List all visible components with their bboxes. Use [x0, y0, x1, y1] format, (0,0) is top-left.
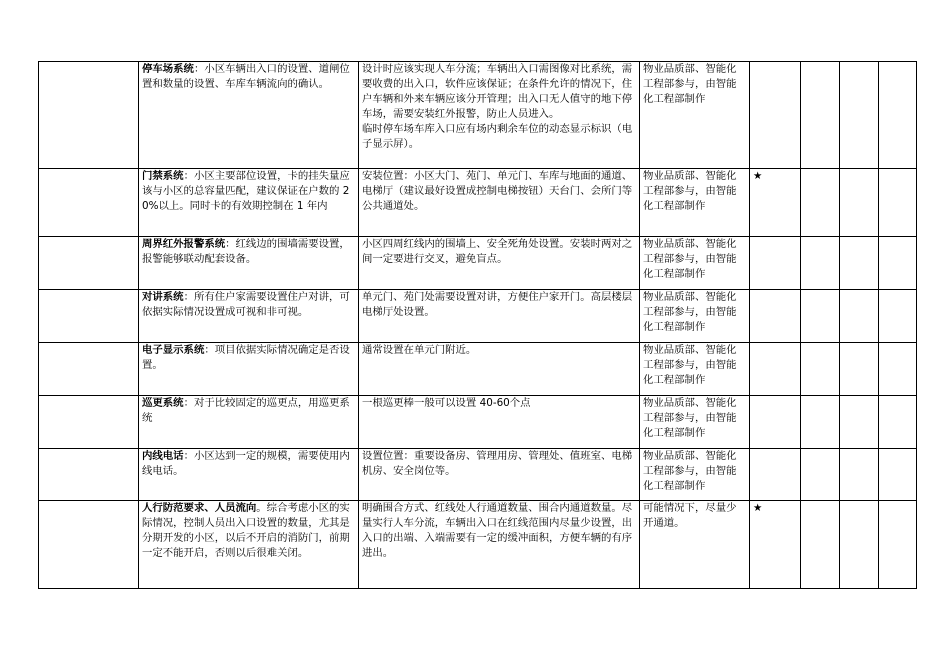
- table-row: [39, 396, 917, 449]
- star-mark-icon: ★: [750, 169, 801, 237]
- system-description: ：项目依据实际情况确定是否设置。: [142, 344, 350, 371]
- mark-cell: [750, 62, 801, 169]
- system-description: ：小区主要部位设置，卡的挂失量应该与小区的总容量匹配，建议保证在户数的 20%以上。同时卡的有效期控制在 1 年内: [142, 170, 350, 212]
- system-name: 巡更系统: [142, 397, 184, 409]
- requirement-text: 安装位置：小区大门、苑门、单元门、车库与地面的通道、电梯厅（建议最好设置成控制电梯按钮）天台门、会所门等公共通道处。: [362, 170, 633, 212]
- system-cell: [139, 501, 359, 589]
- mark-cell: [750, 290, 801, 343]
- empty-cell: [840, 290, 879, 343]
- system-cell: [139, 62, 359, 169]
- empty-cell: [801, 501, 840, 589]
- requirement-text: 通常设置在单元门附近。: [362, 344, 477, 356]
- system-cell: [139, 449, 359, 501]
- requirement-text: 临时停车场车库入口应有场内剩余车位的动态显示标识（电子显示屏）。: [362, 123, 633, 150]
- empty-cell: [879, 290, 917, 343]
- empty-cell: [840, 449, 879, 501]
- empty-cell: [840, 396, 879, 449]
- requirement-cell: [359, 396, 640, 449]
- system-cell: [139, 343, 359, 396]
- requirement-cell: [359, 449, 640, 501]
- department-cell: 物业品质部、智能化工程部参与，由智能化工程部制作: [640, 343, 750, 396]
- system-description: ：所有住户家需要设置住户对讲，可依据实际情况设置成可视和非可视。: [142, 291, 350, 318]
- requirement-cell: [359, 343, 640, 396]
- mark-cell: [750, 343, 801, 396]
- requirement-text: 明确围合方式、红线处人行通道数量、围合内通道数量。尽量实行人车分流，车辆出入口在红线范围内尽量少设置，出入口的出端、入端需要有一定的缓冲面积，方便车辆的有序进出。: [362, 502, 633, 559]
- system-cell: [139, 237, 359, 290]
- system-name: 对讲系统: [142, 291, 184, 303]
- system-name: 停车场系统: [142, 63, 194, 75]
- requirement-text: 设置位置：重要设备房、管理用房、管理处、值班室、电梯机房、安全岗位等。: [362, 450, 633, 477]
- blank-cell: [39, 62, 139, 169]
- star-mark-icon: ★: [750, 501, 801, 589]
- mark-cell: [750, 449, 801, 501]
- table-row: [39, 449, 917, 501]
- empty-cell: [801, 169, 840, 237]
- system-name: 周界红外报警系统: [142, 238, 226, 250]
- blank-cell: [39, 290, 139, 343]
- department-cell: 物业品质部、智能化工程部参与，由智能化工程部制作: [640, 290, 750, 343]
- department-cell: 物业品质部、智能化工程部参与，由智能化工程部制作: [640, 396, 750, 449]
- empty-cell: [840, 169, 879, 237]
- empty-cell: [801, 62, 840, 169]
- blank-cell: [39, 396, 139, 449]
- blank-cell: [39, 343, 139, 396]
- empty-cell: [801, 396, 840, 449]
- department-cell: 物业品质部、智能化工程部参与，由智能化工程部制作: [640, 449, 750, 501]
- system-name: 人行防范要求、人员流向: [142, 502, 257, 514]
- requirement-cell: [359, 62, 640, 169]
- table-row: [39, 290, 917, 343]
- table-row: [39, 62, 917, 169]
- empty-cell: [801, 343, 840, 396]
- requirement-text: 一根巡更棒一般可以设置 40-60个点: [362, 397, 531, 409]
- system-description: ：对于比较固定的巡更点，用巡更系统: [142, 397, 350, 424]
- requirement-text: 设计时应该实现人车分流；车辆出入口需图像对比系统，需要收费的出入口，软件应该保证；在条件允许的情况下，住户车辆和外来车辆应该分开管理；出入口无人值守的地下停车场，需要安装红外报警，防止人员进入。: [362, 63, 633, 120]
- empty-cell: [801, 290, 840, 343]
- system-name: 电子显示系统: [142, 344, 205, 356]
- system-cell: [139, 396, 359, 449]
- empty-cell: [879, 237, 917, 290]
- empty-cell: [840, 501, 879, 589]
- department-cell: 物业品质部、智能化工程部参与，由智能化工程部制作: [640, 237, 750, 290]
- table-row: [39, 237, 917, 290]
- system-name: 内线电话: [142, 450, 184, 462]
- empty-cell: [879, 501, 917, 589]
- mark-cell: [750, 237, 801, 290]
- system-name: 门禁系统: [142, 170, 184, 182]
- department-cell: 物业品质部、智能化工程部参与，由智能化工程部制作: [640, 169, 750, 237]
- empty-cell: [879, 449, 917, 501]
- security-systems-table: [38, 61, 917, 589]
- requirement-cell: [359, 237, 640, 290]
- empty-cell: [879, 396, 917, 449]
- empty-cell: [801, 237, 840, 290]
- blank-cell: [39, 501, 139, 589]
- table-row: [39, 169, 917, 237]
- blank-cell: [39, 449, 139, 501]
- system-description: ：红线边的围墙需要设置，报警能够联动配套设备。: [142, 238, 350, 265]
- requirement-cell: [359, 501, 640, 589]
- empty-cell: [879, 343, 917, 396]
- system-description: ：小区车辆出入口的设置、道闸位置和数量的设置、车库车辆流向的确认。: [142, 63, 350, 90]
- system-cell: [139, 290, 359, 343]
- system-description: ：小区达到一定的规模，需要使用内线电话。: [142, 450, 350, 477]
- system-description: 。综合考虑小区的实际情况，控制人员出入口设置的数量，尤其是分期开发的小区，以后不开启的消防门，前期一定不能开启，否则以后很难关闭。: [142, 502, 350, 559]
- table-row: [39, 343, 917, 396]
- empty-cell: [840, 343, 879, 396]
- blank-cell: [39, 237, 139, 290]
- empty-cell: [879, 62, 917, 169]
- empty-cell: [801, 449, 840, 501]
- empty-cell: [879, 169, 917, 237]
- requirement-cell: [359, 169, 640, 237]
- department-cell: 物业品质部、智能化工程部参与，由智能化工程部制作: [640, 62, 750, 169]
- system-cell: [139, 169, 359, 237]
- empty-cell: [840, 237, 879, 290]
- table-row: [39, 501, 917, 589]
- requirement-text: 单元门、苑门处需要设置对讲，方便住户家开门。高层楼层电梯厅处设置。: [362, 291, 633, 318]
- mark-cell: [750, 396, 801, 449]
- requirement-text: 小区四周红线内的围墙上、安全死角处设置。安装时两对之间一定要进行交叉，避免盲点。: [362, 238, 633, 265]
- requirement-cell: [359, 290, 640, 343]
- blank-cell: [39, 169, 139, 237]
- empty-cell: [840, 62, 879, 169]
- department-cell: 可能情况下，尽量少开通道。: [640, 501, 750, 589]
